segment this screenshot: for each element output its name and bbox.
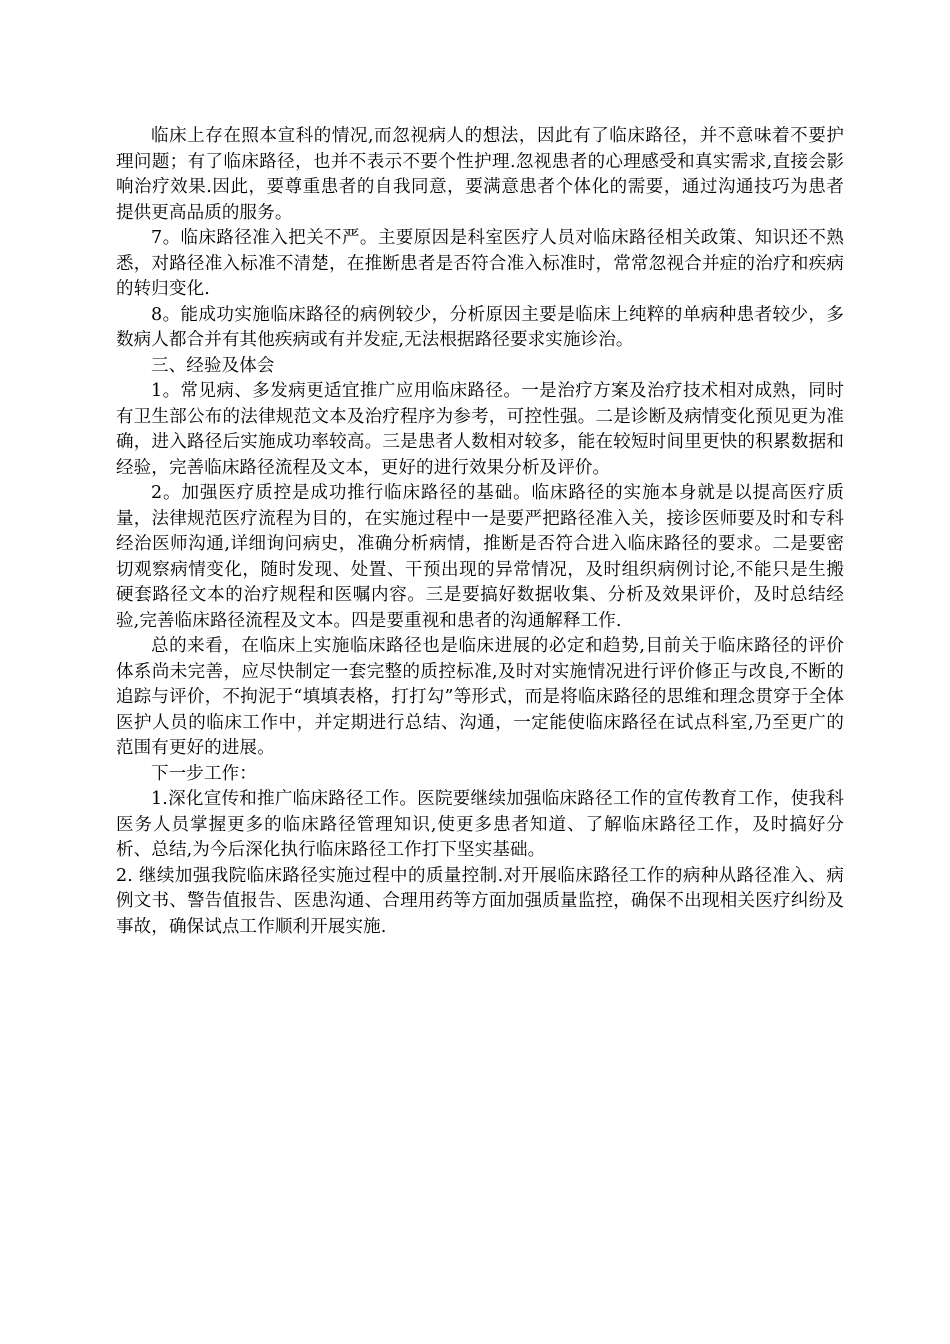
paragraph-next-step-2: 2. 继续加强我院临床路径实施过程中的质量控制.对开展临床路径工作的病种从路径准入、病例文书、警告值报告、医患沟通、合理用药等方面加强质量监控，确保不出现相关医疗纠纷及事故，确保试点工作顺利开展实施. [116,865,844,937]
section-heading-next-steps: 下一步工作： [151,763,257,784]
document-body [116,124,844,940]
paragraph-experience-1: 1。常见病、多发病更适宜推广应用临床路径。一是治疗方案及治疗技术相对成熟，同时有卫生部公布的法律规范文本及治疗程序为参考，可控性强。二是诊断及病情变化预见更为准确，进入路径后实施成功率较高。三是患者人数相对较多，能在较短时间里更快的积累数据和经验，完善临床路径流程及文本，更好的进行效果分析及评价。 [116,381,844,478]
paragraph-point-7: 7。临床路径准入把关不严。主要原因是科室医疗人员对临床路径相关政策、知识还不熟悉，对路径准入标准不清楚，在推断患者是否符合准入标准时，常常忽视合并症的治疗和疾病的转归变化. [116,228,844,299]
paragraph-point-8: 8。能成功实施临床路径的病例较少，分析原因主要是临床上纯粹的单病种患者较少，多数病人都合并有其他疾病或有并发症,无法根据路径要求实施诊治。 [116,304,844,350]
paragraph-next-step-1: 1.深化宣传和推广临床路径工作。医院要继续加强临床路径工作的宣传教育工作，使我科医务人员掌握更多的临床路径管理知识,使更多患者知道、了解临床路径工作，及时搞好分析、总结,为今后深化执行临床路径工作打下坚实基础。 [116,789,844,860]
paragraph-intro: 临床上存在照本宣科的情况,而忽视病人的想法，因此有了临床路径，并不意味着不要护理问题；有了临床路径，也并不表示不要个性护理.忽视患者的心理感受和真实需求,直接会影响治疗效果.因此，要尊重患者的自我同意，要满意患者个体化的需要，通过沟通技巧为患者提供更高品质的服务。 [116,126,844,223]
paragraph-summary: 总的来看，在临床上实施临床路径也是临床进展的必定和趋势,目前关于临床路径的评价体系尚未完善，应尽快制定一套完整的质控标准,及时对实施情况进行评价修正与改良,不断的追踪与评价，不拘泥于“填填表格，打打勾”等形式，而是将临床路径的思维和理念贯穿于全体医护人员的临床工作中，并定期进行总结、沟通，一定能使临床路径在试点科室,乃至更广的范围有更好的进展。 [116,636,844,758]
paragraph-experience-2: 2。加强医疗质控是成功推行临床路径的基础。临床路径的实施本身就是以提高医疗质量，法律规范医疗流程为目的，在实施过程中一是要严把路径准入关，接诊医师要及时和专科经治医师沟通,详细询问病史，准确分析病情，推断是否符合进入临床路径的要求。二是要密切观察病情变化，随时发现、处置、干预出现的异常情况，及时组织病例讨论,不能只是生搬硬套路径文本的治疗规程和医嘱内容。三是要搞好数据收集、分析及效果评价，及时总结经验,完善临床路径流程及文本。四是要重视和患者的沟通解释工作. [116,483,844,631]
section-heading-experience: 三、经验及体会 [151,355,275,376]
